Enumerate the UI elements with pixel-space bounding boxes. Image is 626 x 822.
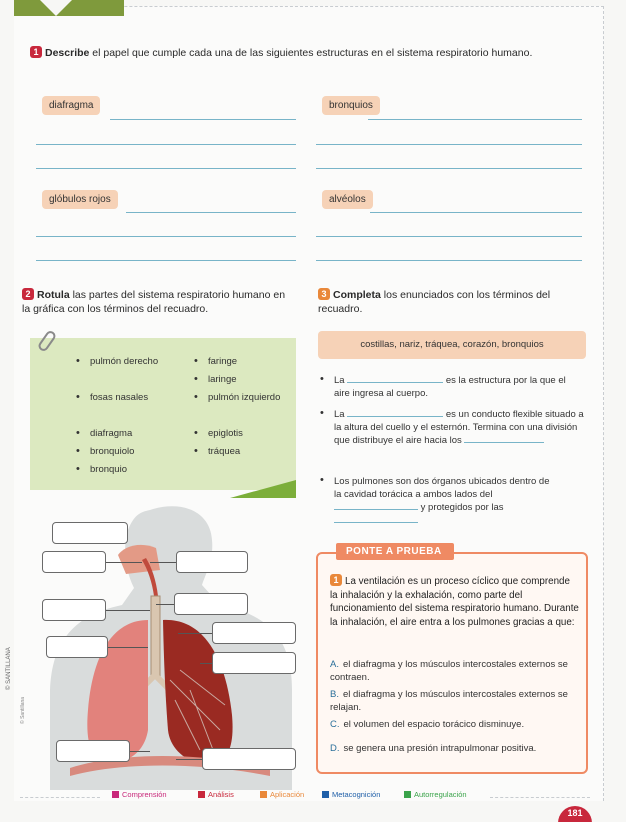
legend-divider (20, 797, 100, 798)
image-credit: © Santillana (20, 696, 26, 724)
legend-label: Autorregulación (414, 790, 467, 799)
question-verb: Rotula (37, 289, 70, 301)
test-question (330, 574, 580, 629)
word-item: • bronquio (90, 464, 127, 475)
fill-blank[interactable] (347, 374, 443, 383)
leader-line (106, 610, 150, 611)
skills-legend (20, 790, 600, 806)
nasal-cavity (118, 545, 160, 574)
question-verb: Completa (333, 289, 381, 301)
statement-text: y protegidos por las (420, 502, 504, 513)
option-text: se genera una presión intrapulmonar positiva. (343, 743, 537, 754)
legend-swatch (260, 791, 267, 798)
statement-text: es un conducto flexible situado a la altura del cuello y el esternón. Termina con una división que distribuye el aire hacia los (334, 409, 584, 446)
legend-label: Comprensión (122, 790, 167, 799)
legend-divider (490, 797, 590, 798)
option-letter: A. (330, 659, 339, 670)
answer-line[interactable] (316, 144, 582, 145)
leader-line (130, 751, 150, 752)
label-box[interactable] (56, 740, 130, 762)
leader-line (176, 759, 202, 760)
legend-item (322, 790, 380, 799)
answer-line[interactable] (316, 236, 582, 237)
question-number: 1 (30, 46, 42, 58)
word-item: • diafragma (90, 428, 132, 439)
question-2 (22, 288, 292, 316)
chip-diafragma: diafragma (42, 96, 100, 115)
answer-line[interactable] (36, 144, 296, 145)
legend-swatch (322, 791, 329, 798)
label-box[interactable] (202, 748, 296, 770)
leader-line (150, 562, 176, 563)
word-item: • bronquiolo (90, 446, 134, 457)
word-item: • laringe (208, 374, 237, 385)
question-text: los enunciados con los términos del recuadro. (318, 289, 551, 315)
answer-line[interactable] (370, 212, 582, 213)
answer-line[interactable] (110, 119, 296, 120)
legend-swatch (404, 791, 411, 798)
question-3 (318, 288, 588, 316)
question-text: el papel que cumple cada una de las siguientes estructuras en el sistema respiratorio humano. (92, 47, 533, 59)
option-c[interactable] (330, 718, 582, 731)
option-a[interactable] (330, 658, 582, 684)
option-text: el diafragma y los músculos intercostales externos se contraen. (330, 659, 568, 683)
statement-1 (334, 374, 584, 400)
answer-line[interactable] (316, 168, 582, 169)
page-number: 181 (558, 806, 592, 822)
question-number: 3 (318, 288, 330, 300)
leader-line (178, 633, 212, 634)
question-number: 2 (22, 288, 34, 300)
chip-globulos-rojos: glóbulos rojos (42, 190, 118, 209)
answer-line[interactable] (36, 260, 296, 261)
fill-blank[interactable] (464, 434, 544, 443)
option-text: el volumen del espacio torácico disminuye. (343, 719, 525, 730)
answer-line[interactable] (36, 168, 296, 169)
legend-item (198, 790, 234, 799)
legend-swatch (112, 791, 119, 798)
test-box (316, 546, 588, 774)
leader-line (108, 647, 148, 648)
leader-line (200, 663, 212, 664)
statement-2 (334, 408, 584, 447)
label-box[interactable] (42, 599, 106, 621)
word-item: • faringe (208, 356, 237, 367)
legend-label: Aplicación (270, 790, 305, 799)
question-text: las partes del sistema respiratorio humano en la gráfica con los términos del recuadro. (22, 289, 286, 315)
statement-3 (334, 475, 554, 527)
label-box[interactable] (52, 522, 128, 544)
legend-item (260, 790, 304, 799)
question-number: 1 (330, 574, 342, 586)
leader-line (106, 562, 142, 563)
label-box[interactable] (176, 551, 248, 573)
option-b[interactable] (330, 688, 582, 714)
label-box[interactable] (42, 551, 106, 573)
option-letter: D. (330, 743, 340, 754)
label-box[interactable] (46, 636, 108, 658)
statement-text: La (334, 409, 345, 420)
legend-swatch (198, 791, 205, 798)
question-1 (30, 46, 590, 60)
legend-item (404, 790, 467, 799)
statement-text: Los pulmones son dos órganos ubicados dentro de la cavidad torácica a ambos lados del (334, 476, 550, 500)
question-verb: Describe (45, 47, 90, 59)
legend-item (112, 790, 167, 799)
statement-text: es la estructura por la que el aire ingresa al cuerpo. (334, 375, 566, 399)
legend-label: Análisis (208, 790, 234, 799)
chip-bronquios: bronquios (322, 96, 380, 115)
answer-line[interactable] (368, 119, 582, 120)
fill-blank[interactable] (334, 514, 418, 523)
word-item: • fosas nasales (90, 392, 180, 404)
statement-text: La (334, 375, 345, 386)
label-box[interactable] (174, 593, 248, 615)
word-item: • pulmón izquierdo (208, 392, 288, 404)
option-letter: C. (330, 719, 340, 730)
side-copyright: © SANTILLANA (6, 647, 12, 690)
legend-label: Metacognición (332, 790, 381, 799)
option-text: el diafragma y los músculos intercostales externos se relajan. (330, 689, 568, 713)
trachea (151, 596, 160, 676)
answer-line[interactable] (316, 260, 582, 261)
test-title: PONTE A PRUEBA (336, 543, 454, 560)
test-question-text: La ventilación es un proceso cíclico que comprende la inhalación y la exhalación, como parte del funcionamiento del sistema respiratorio humano. Durante la inhalación, el aire entra a los pulmones gracias a que: (330, 576, 579, 628)
word-item: • epiglotis (208, 428, 243, 439)
label-box[interactable] (212, 622, 296, 644)
answer-line[interactable] (36, 236, 296, 237)
label-box[interactable] (212, 652, 296, 674)
word-bank: costillas, nariz, tráquea, corazón, bronquios (318, 331, 586, 359)
word-item: • pulmón derecho (90, 356, 180, 368)
leader-line (156, 604, 174, 605)
word-item: • tráquea (208, 446, 240, 457)
option-d[interactable] (330, 742, 582, 755)
top-accent-notch (40, 0, 72, 16)
chip-alveolos: alvéolos (322, 190, 373, 209)
fill-blank[interactable] (334, 501, 418, 510)
fill-blank[interactable] (347, 408, 443, 417)
answer-line[interactable] (126, 212, 296, 213)
option-letter: B. (330, 689, 339, 700)
